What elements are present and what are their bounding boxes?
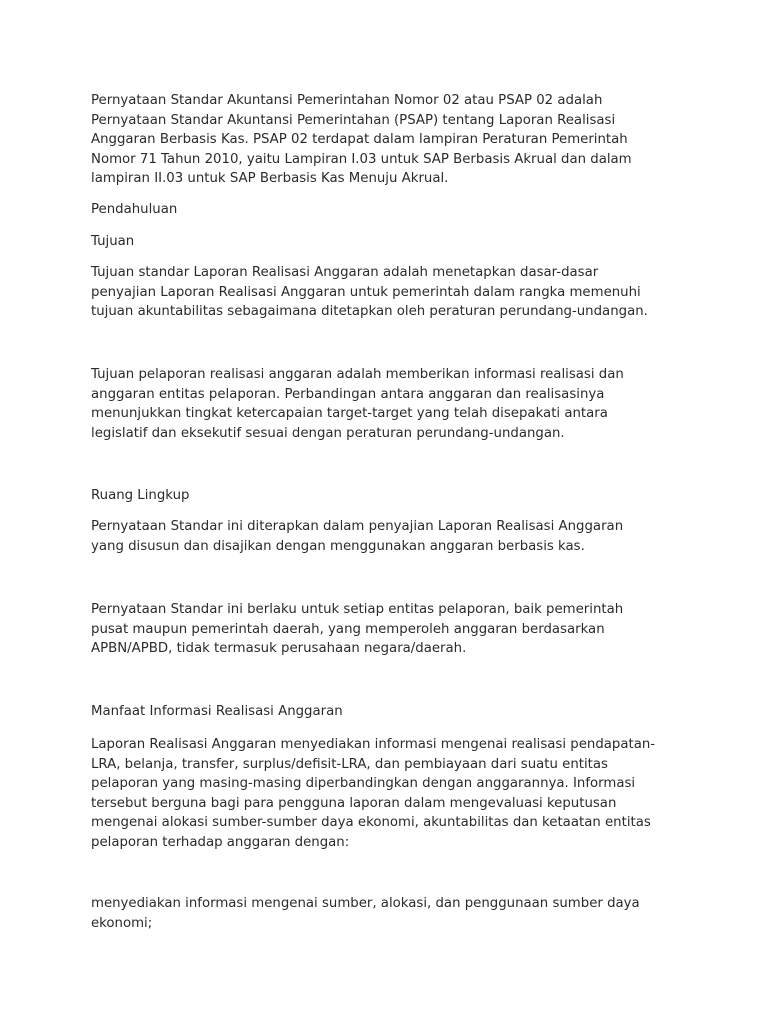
- manfaat-paragraph: Laporan Realisasi Anggaran menyediakan informasi mengenai realisasi pendapatan- LRA, belanja, transfer, surplus/defisit-LRA, dan pembiayaan dari suatu entitas pelaporan yang masing-masing diperbandingkan dengan anggarannya. Informasi tersebut berguna bagi para pengguna laporan dalam mengevaluasi keputusan mengenai alokasi sumber-sumber daya ekonomi, akuntabilitas dan ketaatan entitas pelaporan terhadap anggaran dengan:: [91, 737, 656, 850]
- intro-paragraph: Pernyataan Standar Akuntansi Pemerintahan Nomor 02 atau PSAP 02 adalah Pernyataan Standar Akuntansi Pemerintahan (PSAP) tentang Laporan Realisasi Anggaran Berbasis Kas. PSAP 02 terdapat dalam lampiran Peraturan Pemerintah Nomor 71 Tahun 2010, yaitu Lampiran I.03 untuk SAP Berbasis Akrual dan dalam lampiran II.03 untuk SAP Berbasis Kas Menuju Akrual.: [91, 93, 632, 186]
- heading-ruang-lingkup: Ruang Lingkup: [91, 488, 190, 503]
- heading-tujuan: Tujuan: [91, 234, 135, 249]
- tujuan-paragraph-1: Tujuan standar Laporan Realisasi Anggaran adalah menetapkan dasar-dasar penyajian Laporan Realisasi Anggaran untuk pemerintah dalam rangka memenuhi tujuan akuntabilitas sebagaimana ditetapkan oleh peraturan perundang-undangan.: [91, 265, 648, 319]
- tujuan-paragraph-2: Tujuan pelaporan realisasi anggaran adalah memberikan informasi realisasi dan anggaran entitas pelaporan. Perbandingan antara anggaran dan realisasinya menunjukkan tingkat ketercapaian target-target yang telah disepakati antara legislatif dan eksekutif sesuai dengan peraturan perundang-undangan.: [91, 367, 624, 441]
- heading-pendahuluan: Pendahuluan: [91, 202, 178, 217]
- list-item-paragraph: menyediakan informasi mengenai sumber, alokasi, dan penggunaan sumber daya ekonomi;: [91, 896, 640, 931]
- heading-manfaat: Manfaat Informasi Realisasi Anggaran: [91, 704, 343, 719]
- ruang-lingkup-paragraph-1: Pernyataan Standar ini diterapkan dalam penyajian Laporan Realisasi Anggaran yang disusun dan disajikan dengan menggunakan anggaran berbasis kas.: [91, 519, 624, 554]
- ruang-lingkup-paragraph-2: Pernyataan Standar ini berlaku untuk setiap entitas pelaporan, baik pemerintah pusat maupun pemerintah daerah, yang memperoleh anggaran berdasarkan APBN/APBD, tidak termasuk perusahaan negara/daerah.: [91, 602, 624, 656]
